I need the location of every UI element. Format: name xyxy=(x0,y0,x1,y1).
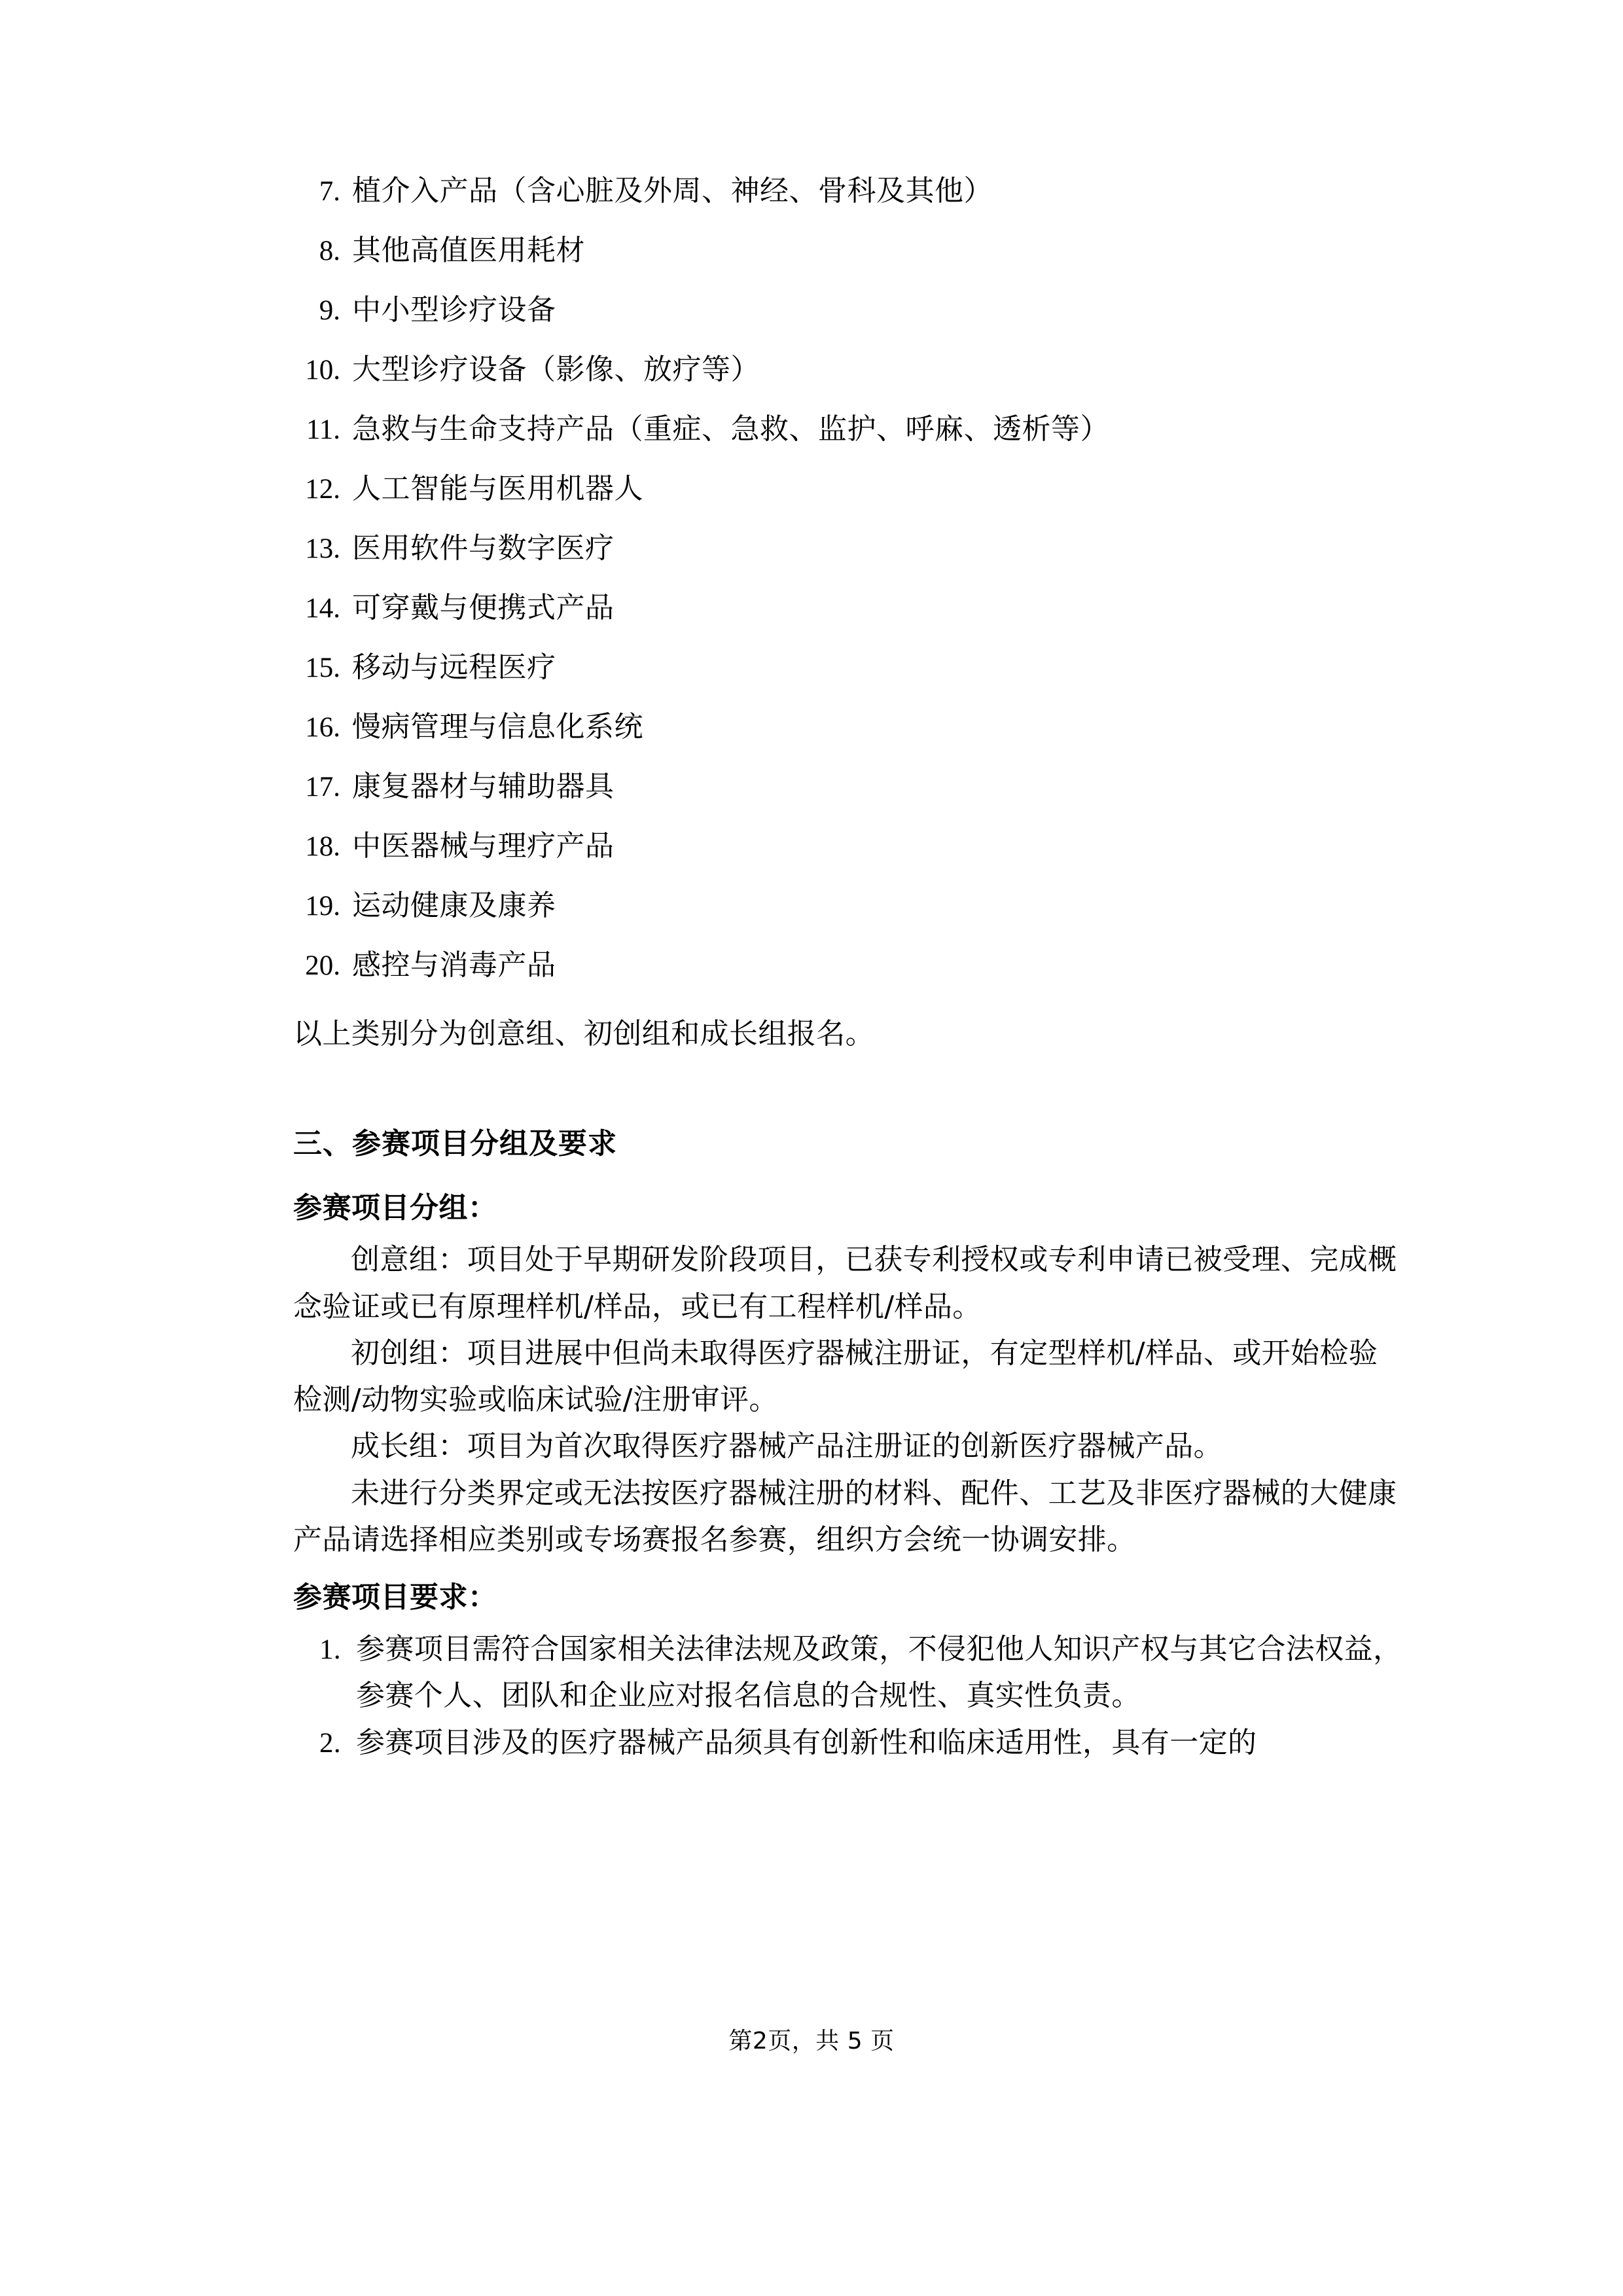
list-item-label: 可穿戴与便携式产品 xyxy=(352,591,615,624)
list-item xyxy=(293,653,1406,682)
requirement-item xyxy=(293,1719,1406,1767)
list-item xyxy=(293,412,1406,446)
grouping-paragraph-growth: 成长组：项目为首次取得医疗器械产品注册证的创新医疗器械产品。 xyxy=(351,1429,1222,1463)
list-item-label: 移动与远程医疗 xyxy=(352,651,556,684)
list-item xyxy=(293,472,1406,505)
document-body xyxy=(293,174,1406,1766)
list-item-number: 17. xyxy=(305,772,340,802)
list-item xyxy=(293,948,1406,982)
list-item xyxy=(293,355,1406,384)
list-item xyxy=(293,591,1406,624)
list-item-number: 19. xyxy=(305,891,340,922)
requirement-number: 1. xyxy=(319,1634,342,1666)
list-item-label: 大型诊疗设备（影像、放疗等） xyxy=(352,353,760,386)
page-footer: 第2页，共 5 页 xyxy=(728,2028,895,2054)
list-item-label: 其他高值医用耗材 xyxy=(352,234,585,267)
section-heading: 三、参赛项目分组及要求 xyxy=(293,1127,617,1161)
list-item xyxy=(293,710,1406,744)
grouping-paragraph-creative: 创意组：项目处于早期研发阶段项目，已获专利授权或专利申请已被受理、完成概念验证或已有原理样机/样品，或已有工程样机/样品。 xyxy=(293,1243,1397,1323)
list-item-label: 感控与消毒产品 xyxy=(352,948,556,982)
list-item-label: 慢病管理与信息化系统 xyxy=(352,710,643,744)
list-item-label: 运动健康及康养 xyxy=(352,889,556,922)
list-item-label: 康复器材与辅助器具 xyxy=(352,770,615,803)
requirements-heading: 参赛项目要求： xyxy=(293,1581,497,1615)
list-item-number: 12. xyxy=(305,474,340,505)
list-item-number: 10. xyxy=(305,355,340,386)
list-item-number: 16. xyxy=(305,712,340,743)
list-item xyxy=(293,531,1406,565)
requirement-item xyxy=(293,1626,1406,1719)
list-item-number: 8. xyxy=(319,236,340,266)
grouping-heading: 参赛项目分组： xyxy=(293,1191,497,1225)
requirement-text: 参赛项目涉及的医疗器械产品须具有创新性和临床适用性，具有一定的 xyxy=(356,1725,1257,1759)
list-item xyxy=(293,293,1406,327)
list-item xyxy=(293,891,1406,920)
list-item-label: 医用软件与数字医疗 xyxy=(352,531,615,565)
list-item-number: 11. xyxy=(306,414,340,445)
list-item-number: 7. xyxy=(319,176,340,207)
grouping-paragraph-other: 未进行分类界定或无法按医疗器械注册的材料、配件、工艺及非医疗器械的大健康产品请选择相应类别或专场赛报名参赛，组织方会统一协调安排。 xyxy=(293,1476,1397,1556)
requirement-number: 2. xyxy=(319,1727,342,1759)
list-item-label: 中小型诊疗设备 xyxy=(352,293,556,327)
list-item xyxy=(293,174,1406,207)
list-note: 以上类别分为创意组、初创组和成长组报名。 xyxy=(293,1017,874,1050)
list-item-number: 18. xyxy=(305,831,340,862)
list-item-number: 15. xyxy=(305,653,340,683)
list-item-number: 20. xyxy=(305,950,340,981)
list-item-label: 人工智能与医用机器人 xyxy=(352,472,643,505)
category-list xyxy=(293,174,1406,982)
list-item-label: 中医器械与理疗产品 xyxy=(352,829,615,863)
list-item xyxy=(293,236,1406,265)
list-item-label: 植介入产品（含心脏及外周、神经、骨科及其他） xyxy=(352,174,993,207)
list-item-number: 13. xyxy=(305,533,340,564)
grouping-paragraph-startup: 初创组：项目进展中但尚未取得医疗器械注册证，有定型样机/样品、或开始检验检测/动物实验或临床试验/注册审评。 xyxy=(293,1336,1378,1417)
list-item-number: 9. xyxy=(319,295,340,326)
list-item-number: 14. xyxy=(305,593,340,624)
list-item xyxy=(293,829,1406,863)
requirement-text: 参赛项目需符合国家相关法律法规及政策，不侵犯他人知识产权与其它合法权益，参赛个人、团队和企业应对报名信息的合规性、真实性负责。 xyxy=(356,1632,1402,1713)
list-item-label: 急救与生命支持产品（重症、急救、监护、呼麻、透析等） xyxy=(352,412,1109,446)
list-item xyxy=(293,772,1406,801)
